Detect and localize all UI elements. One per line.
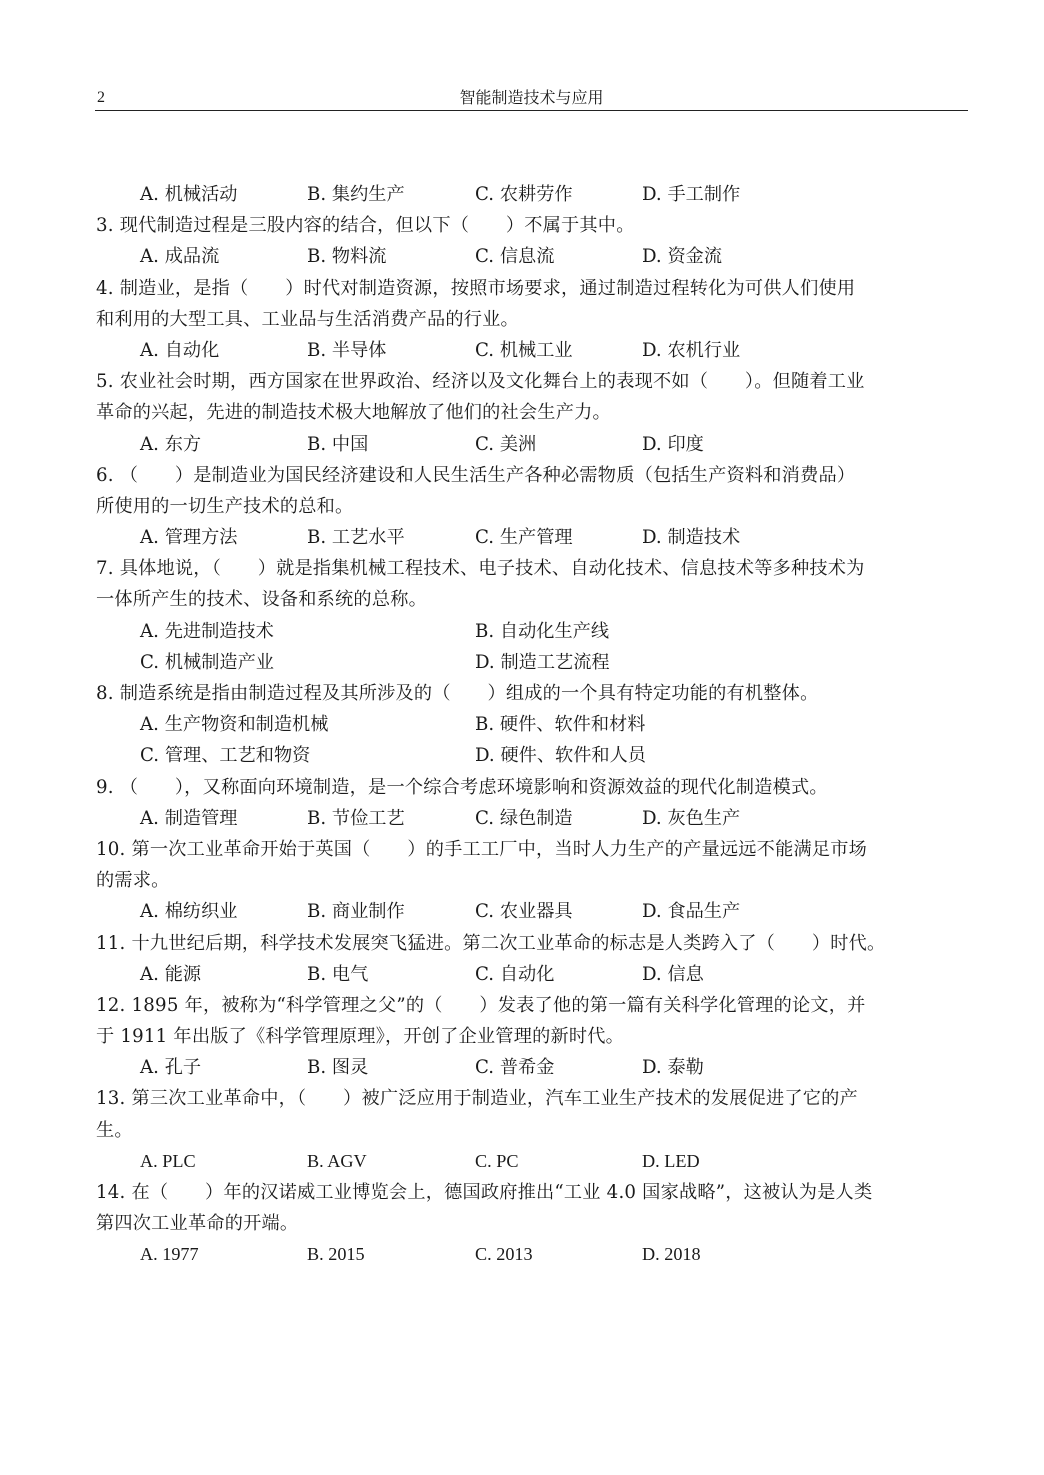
question-8-text: 8. 制造系统是指由制造过程及其所涉及的（ ）组成的一个具有特定功能的有机整体。 <box>96 683 819 704</box>
options-row-q7-cd <box>96 647 968 678</box>
question-7-text: 7. 具体地说，（ ）就是指集机械工程技术、电子技术、自动化技术、信息技术等多种技术为 <box>96 558 865 580</box>
options-row-q11 <box>96 959 968 990</box>
option-b: B. 硬件、软件和材料 <box>475 714 646 736</box>
option-a: A. 生产物资和制造机械 <box>140 714 329 736</box>
option-a: A. 1977 <box>140 1244 199 1265</box>
option-a: A. 成品流 <box>140 246 220 268</box>
option-a: A. 东方 <box>140 433 202 455</box>
option-c: C. 机械制造产业 <box>140 651 274 673</box>
option-c: C. 生产管理 <box>475 527 573 549</box>
option-d: D. 2018 <box>642 1244 701 1265</box>
question-14-text: 14. 在（ ）年的汉诺威工业博览会上，德国政府推出“工业 4.0 国家战略”，这被认为是人类 <box>96 1182 873 1203</box>
option-d: D. 硬件、软件和人员 <box>475 745 646 767</box>
option-c: C. PC <box>475 1150 519 1171</box>
option-d: D. 制造技术 <box>642 527 741 549</box>
options-row-q10 <box>96 896 968 927</box>
option-b: B. 图灵 <box>307 1057 369 1079</box>
question-14-text-cont: 第四次工业革命的开端。 <box>96 1213 299 1235</box>
options-row-q13 <box>96 1146 968 1177</box>
question-4-text: 4. 制造业，是指（ ）时代对制造资源，按照市场要求，通过制造过程转化为可供人们使用 <box>96 277 856 299</box>
option-d: D. 信息 <box>642 963 704 985</box>
options-row-q9 <box>96 803 968 834</box>
option-a: A. 能源 <box>140 963 202 985</box>
question-13-text-cont: 生。 <box>96 1119 133 1141</box>
option-b: B. 电气 <box>307 963 369 985</box>
header-rule <box>95 110 968 111</box>
page-number: 2 <box>97 89 105 106</box>
option-c: C. 农业器具 <box>475 901 573 923</box>
options-row-q8-ab <box>96 709 968 740</box>
option-a: A. 管理方法 <box>140 527 238 549</box>
options-row-q8-cd <box>96 740 968 771</box>
option-a: A. PLC <box>140 1150 196 1171</box>
option-d: D. 食品生产 <box>642 901 741 923</box>
option-b: B. 物料流 <box>307 246 387 268</box>
option-b: B. 2015 <box>307 1244 365 1265</box>
options-row-q3 <box>96 241 968 272</box>
question-13-text: 13. 第三次工业革命中，（ ）被广泛应用于制造业，汽车工业生产技术的发展促进了它的产 <box>96 1088 858 1110</box>
options-row-q4 <box>96 335 968 366</box>
question-6-text-cont: 所使用的一切生产技术的总和。 <box>96 495 354 517</box>
options-row-q14 <box>96 1239 968 1270</box>
option-c: C. 管理、工艺和物资 <box>140 745 311 767</box>
option-b: B. 自动化生产线 <box>475 620 610 642</box>
option-d: D. 制造工艺流程 <box>475 651 610 673</box>
option-a: A. 先进制造技术 <box>140 620 274 642</box>
option-d: D. 灰色生产 <box>642 807 741 829</box>
options-row-q7-ab <box>96 616 968 647</box>
option-c: C. 美洲 <box>475 433 537 455</box>
option-d: D. 资金流 <box>642 246 723 268</box>
option-d: D. LED <box>642 1150 700 1171</box>
option-b: B. 节俭工艺 <box>307 807 405 829</box>
options-row-q5 <box>96 429 968 460</box>
option-b: B. 集约生产 <box>307 184 405 205</box>
question-12-text: 12. 1895 年，被称为“科学管理之父”的（ ）发表了他的第一篇有关科学化管理的论文，并 <box>96 994 866 1016</box>
option-c: C. 普希金 <box>475 1057 555 1079</box>
option-c: C. 机械工业 <box>475 339 573 361</box>
question-7-text-cont: 一体所产生的技术、设备和系统的总称。 <box>96 589 427 611</box>
question-3-text: 3. 现代制造过程是三股内容的结合，但以下（ ）不属于其中。 <box>96 215 635 237</box>
question-10-text: 10. 第一次工业革命开始于英国（ ）的手工工厂中，当时人力生产的产量远远不能满足市场 <box>96 838 868 860</box>
question-12-text-cont: 于 1911 年出版了《科学管理原理》，开创了企业管理的新时代。 <box>96 1026 625 1048</box>
option-b: B. 半导体 <box>307 339 387 361</box>
option-d: D. 泰勒 <box>642 1057 704 1079</box>
option-d: D. 手工制作 <box>642 184 741 205</box>
question-9-text: 9. （ ），又称面向环境制造，是一个综合考虑环境影响和资源效益的现代化制造模式。 <box>96 776 828 798</box>
option-c: C. 农耕劳作 <box>475 184 573 205</box>
question-5-text-cont: 革命的兴起，先进的制造技术极大地解放了他们的社会生产力。 <box>96 402 611 424</box>
option-d: D. 农机行业 <box>642 339 741 361</box>
option-b: B. 中国 <box>307 433 369 455</box>
option-b: B. 商业制作 <box>307 901 405 923</box>
question-10-text-cont: 的需求。 <box>96 870 170 892</box>
question-5-text: 5. 农业社会时期，西方国家在世界政治、经济以及文化舞台上的表现不如（ ）。但随着工业 <box>96 371 865 393</box>
option-c: C. 绿色制造 <box>475 807 573 829</box>
question-6-text: 6. （ ）是制造业为国民经济建设和人民生活生产各种必需物质（包括生产资料和消费品） <box>96 464 856 486</box>
question-11-text: 11. 十九世纪后期，科学技术发展突飞猛进。第二次工业革命的标志是人类跨入了（ ）时代。 <box>96 932 886 954</box>
option-c: C. 2013 <box>475 1244 533 1265</box>
options-row-q12 <box>96 1052 968 1083</box>
option-a: A. 机械活动 <box>140 184 238 205</box>
page-header <box>95 88 968 108</box>
options-row-q2 <box>96 179 968 210</box>
option-a: A. 棉纺织业 <box>140 901 238 923</box>
option-c: C. 信息流 <box>475 246 555 268</box>
option-c: C. 自动化 <box>475 963 555 985</box>
option-a: A. 制造管理 <box>140 807 238 829</box>
option-a: A. 自动化 <box>140 339 220 361</box>
question-list <box>96 179 968 1271</box>
option-d: D. 印度 <box>642 433 704 455</box>
running-title: 智能制造技术与应用 <box>459 88 604 107</box>
option-b: B. AGV <box>307 1150 367 1171</box>
question-4-text-cont: 和利用的大型工具、工业品与生活消费产品的行业。 <box>96 308 519 330</box>
option-b: B. 工艺水平 <box>307 527 405 549</box>
option-a: A. 孔子 <box>140 1057 202 1079</box>
options-row-q6 <box>96 522 968 553</box>
